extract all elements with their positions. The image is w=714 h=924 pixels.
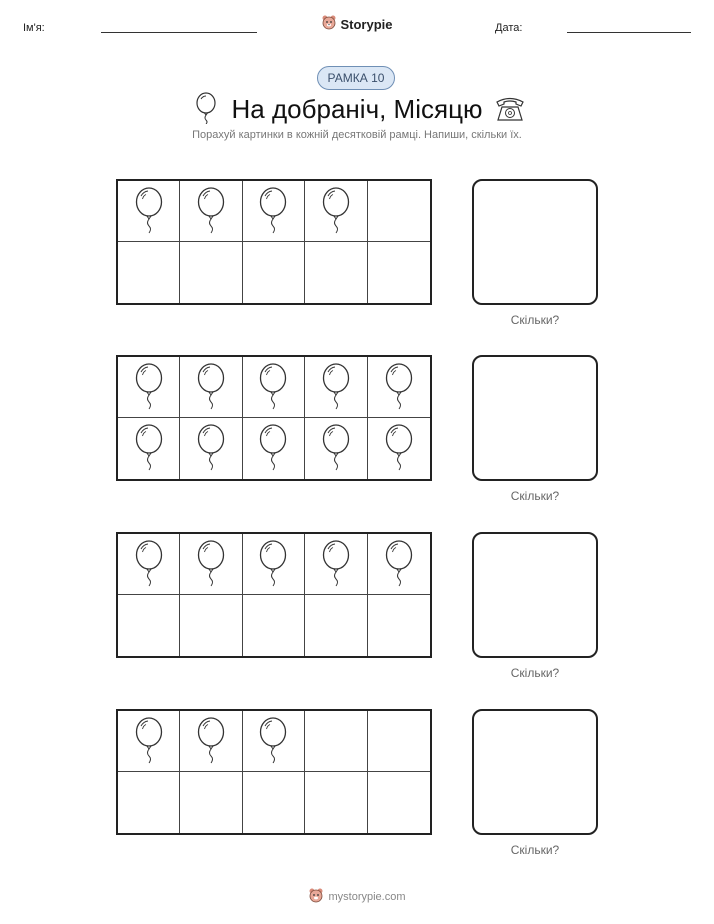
bear-logo-icon <box>321 14 337 35</box>
ten-frame-cell <box>368 772 430 833</box>
how-many-label: Скільки? <box>510 666 560 680</box>
ten-frame-cell <box>368 181 430 242</box>
ten-frame-cell <box>180 242 242 303</box>
ten-frame-cell <box>243 711 305 772</box>
date-label: Дата: <box>495 22 523 34</box>
ten-frame-cell <box>243 772 305 833</box>
ten-frame-cell <box>305 534 367 595</box>
telephone-icon <box>494 94 526 127</box>
ten-frame-cell <box>118 772 180 833</box>
ten-frame-cell <box>180 711 242 772</box>
how-many-label: Скільки? <box>510 489 560 503</box>
ten-frame-cell <box>368 534 430 595</box>
name-label: Ім'я: <box>23 22 45 34</box>
how-many-label: Скільки? <box>510 313 560 327</box>
ten-frame-cell <box>368 357 430 418</box>
how-many-label: Скільки? <box>510 843 560 857</box>
ten-frame-cell <box>243 595 305 656</box>
ten-frame-cell <box>180 534 242 595</box>
ten-frame-cell <box>180 772 242 833</box>
brand-name: Storypie <box>340 17 393 32</box>
instructions: Порахуй картинки в кожній десятковій рамці. Напиши, скільки їх. <box>192 129 522 141</box>
ten-frame <box>116 179 432 305</box>
ten-frame-cell <box>180 357 242 418</box>
footer-url[interactable]: mystorypie.com <box>328 890 406 903</box>
answer-box[interactable] <box>472 709 598 835</box>
ten-frame-cell <box>180 181 242 242</box>
answer-box[interactable] <box>472 355 598 481</box>
ten-frame-cell <box>118 418 180 479</box>
page-title: На добраніч, Місяцю <box>231 94 483 124</box>
ten-frame-cell <box>368 595 430 656</box>
ten-frame-cell <box>305 242 367 303</box>
frame-badge: РАМКА 10 <box>317 66 395 90</box>
ten-frame-cell <box>118 242 180 303</box>
ten-frame <box>116 355 432 481</box>
ten-frame-cell <box>118 595 180 656</box>
ten-frame-cell <box>368 418 430 479</box>
ten-frame-cell <box>180 595 242 656</box>
ten-frame-cell <box>243 242 305 303</box>
ten-frame-cell <box>118 534 180 595</box>
ten-frame-cell <box>305 595 367 656</box>
ten-frame-cell <box>243 534 305 595</box>
ten-frame <box>116 532 432 658</box>
ten-frame-cell <box>305 181 367 242</box>
ten-frame <box>116 709 432 835</box>
answer-box[interactable] <box>472 179 598 305</box>
ten-frame-cell <box>305 418 367 479</box>
ten-frame-cell <box>368 711 430 772</box>
ten-frame-cell <box>243 181 305 242</box>
ten-frame-cell <box>118 357 180 418</box>
footer <box>0 887 714 906</box>
answer-box[interactable] <box>472 532 598 658</box>
ten-frame-cell <box>368 242 430 303</box>
ten-frame-cell <box>305 357 367 418</box>
ten-frame-cell <box>243 418 305 479</box>
date-field[interactable] <box>567 32 691 33</box>
ten-frame-cell <box>243 357 305 418</box>
ten-frame-cell <box>305 711 367 772</box>
ten-frame-cell <box>118 711 180 772</box>
ten-frame-cell <box>118 181 180 242</box>
bear-logo-icon <box>308 887 324 906</box>
ten-frame-cell <box>180 418 242 479</box>
ten-frame-cell <box>305 772 367 833</box>
